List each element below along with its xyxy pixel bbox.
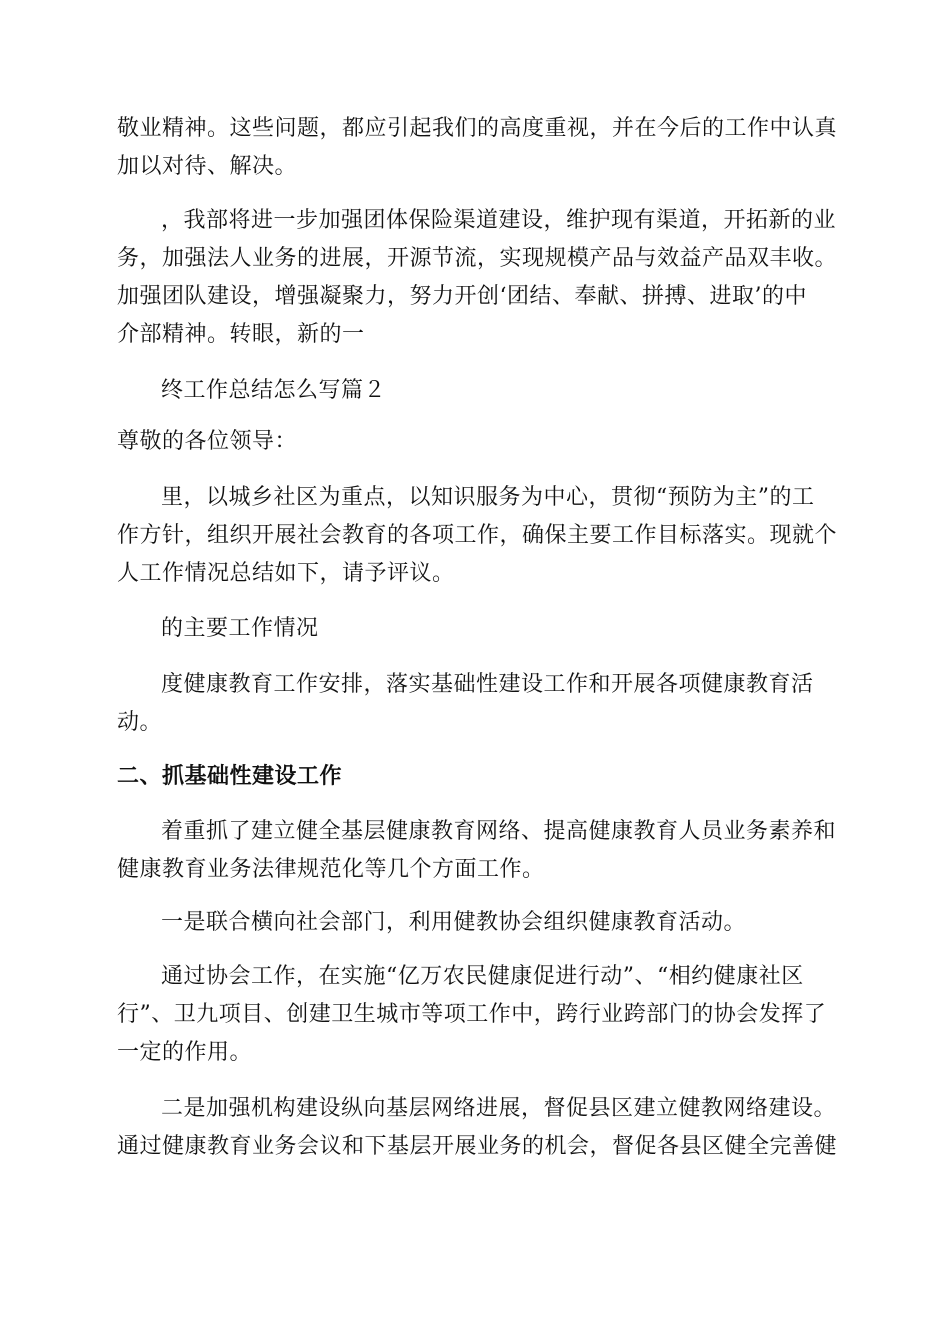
- paragraph-line: 健康教育业务法律规范化等几个方面工作。: [117, 857, 545, 882]
- paragraph-line: 度健康教育工作安排，落实基础性建设工作和开展各项健康教育活: [161, 672, 814, 697]
- paragraph-line: 作方针，组织开展社会教育的各项工作，确保主要工作目标落实。现就个: [117, 523, 838, 548]
- paragraph-line: 人工作情况总结如下，请予评议。: [117, 561, 455, 586]
- greeting: [117, 423, 837, 461]
- paragraph-line: 行”、卫九项目、创建卫生城市等项工作中，跨行业跨部门的协会发挥了: [117, 1002, 827, 1027]
- paragraph-line: 终工作总结怎么写篇２: [161, 378, 387, 403]
- paragraph-12: [117, 1090, 837, 1166]
- paragraph-line: 务，加强法人业务的进展，开源节流，实现规模产品与效益产品双丰收。: [117, 246, 838, 271]
- paragraph-line: 的主要工作情况: [161, 616, 319, 641]
- paragraph-line: 一是联合横向社会部门，利用健教协会组织健康教育活动。: [161, 910, 747, 935]
- paragraph-line: 着重抓了建立健全基层健康教育网络、提高健康教育人员业务素养和: [161, 819, 837, 844]
- paragraph-line: 加以对待、解决。: [117, 154, 298, 179]
- paragraph-line: 介部精神。转眼，新的一: [117, 322, 365, 347]
- paragraph-line: 敬业精神。这些问题，都应引起我们的高度重视，并在今后的工作中认真: [117, 116, 838, 141]
- paragraph-3: [117, 372, 837, 410]
- paragraph-line: ，我部将进一步加强团体保险渠道建设，维护现有渠道，开拓新的业: [161, 208, 837, 233]
- paragraph-6: [117, 610, 837, 648]
- paragraph-line: 加强团队建设，增强凝聚力，努力开创‘团结、奉献、拼搏、进取’的中: [117, 284, 807, 309]
- paragraph-2: [117, 202, 837, 354]
- paragraph-line: 一定的作用。: [117, 1040, 253, 1065]
- paragraph-5: [117, 479, 837, 593]
- paragraph-line: 尊敬的各位领导：: [117, 429, 298, 454]
- paragraph-line: 二是加强机构建设纵向基层网络进展，督促县区建立健教网络建设。: [161, 1096, 837, 1121]
- paragraph-line: 动。: [117, 710, 163, 735]
- paragraph-11: [117, 958, 837, 1072]
- paragraph-9: [117, 813, 837, 889]
- paragraph-line: 通过协会工作，在实施“亿万农民健康促进行动”、“相约健康社区: [161, 964, 804, 989]
- paragraph-1: [117, 110, 837, 186]
- paragraph-line: 通过健康教育业务会议和下基层开展业务的机会，督促各县区健全完善健: [117, 1134, 838, 1159]
- paragraph-line: 里，以城乡社区为重点，以知识服务为中心，贯彻“预防为主”的工: [161, 485, 815, 510]
- paragraph-10: [117, 904, 837, 942]
- section-heading: [117, 758, 837, 796]
- heading-line: 二、抓基础性建设工作: [117, 764, 343, 789]
- paragraph-7: [117, 666, 837, 742]
